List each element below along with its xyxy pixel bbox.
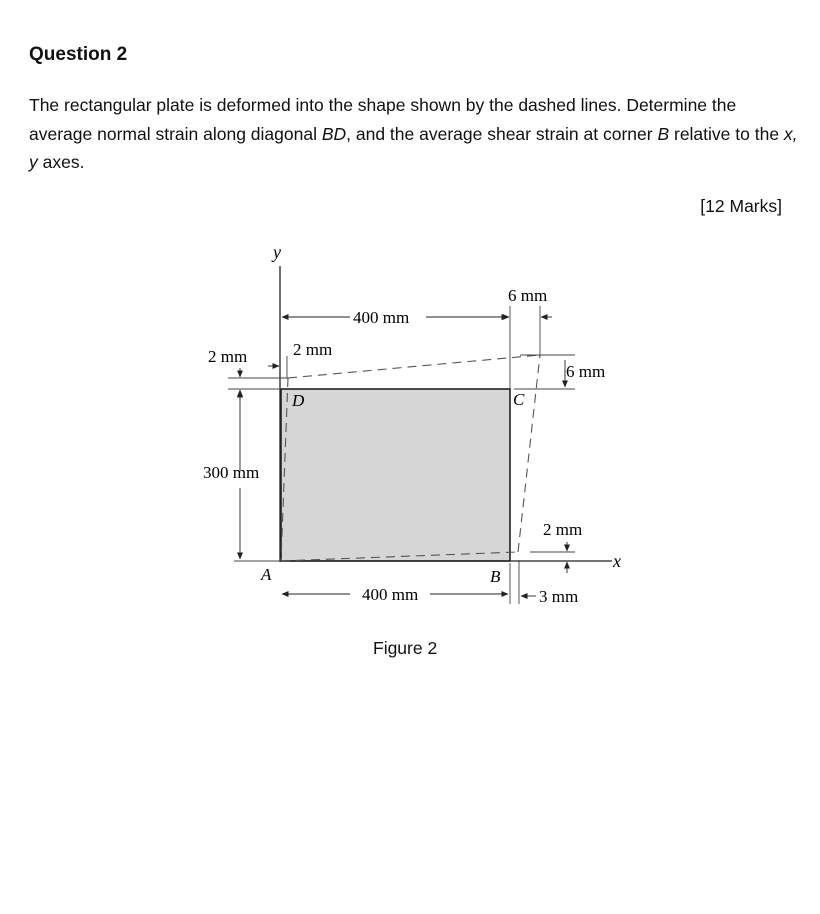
point-a-label: A bbox=[261, 565, 272, 584]
point-c-label: C bbox=[513, 390, 525, 409]
dim-width-bottom: 400 mm bbox=[362, 585, 419, 604]
question-text-part4: axes. bbox=[37, 152, 85, 172]
dim-height: 300 mm bbox=[203, 463, 260, 482]
x-axis-label: x bbox=[613, 551, 621, 571]
question-title: Question 2 bbox=[29, 44, 128, 65]
marks-label: [12 Marks] bbox=[700, 196, 782, 216]
diagonal-label: BD bbox=[321, 123, 347, 144]
dim-c-6mm: 6 mm bbox=[566, 362, 606, 381]
dim-d-2mm: 2 mm bbox=[293, 340, 333, 359]
point-b-label: B bbox=[490, 567, 501, 586]
dim-left-2mm: 2 mm bbox=[208, 347, 248, 366]
dim-width-top: 400 mm bbox=[353, 308, 410, 327]
question-text-part3: relative to the bbox=[669, 123, 784, 144]
dim-b-2mm: 2 mm bbox=[543, 520, 583, 539]
axes-label: x, y bbox=[29, 123, 798, 172]
figure-caption: Figure 2 bbox=[373, 638, 438, 658]
corner-label: B bbox=[657, 123, 670, 144]
point-d-label: D bbox=[292, 391, 305, 410]
question-text-part1: The rectangular plate is deformed into the shape shown by the dashed lines. Determine the average normal strain along diagonal bbox=[29, 95, 737, 144]
dim-top-6mm: 6 mm bbox=[508, 286, 548, 305]
undeformed-plate bbox=[281, 389, 510, 561]
y-axis-label: y bbox=[273, 242, 281, 262]
dim-b-3mm: 3 mm bbox=[539, 587, 579, 606]
question-text-part2: , and the average shear strain at corner bbox=[346, 123, 658, 144]
